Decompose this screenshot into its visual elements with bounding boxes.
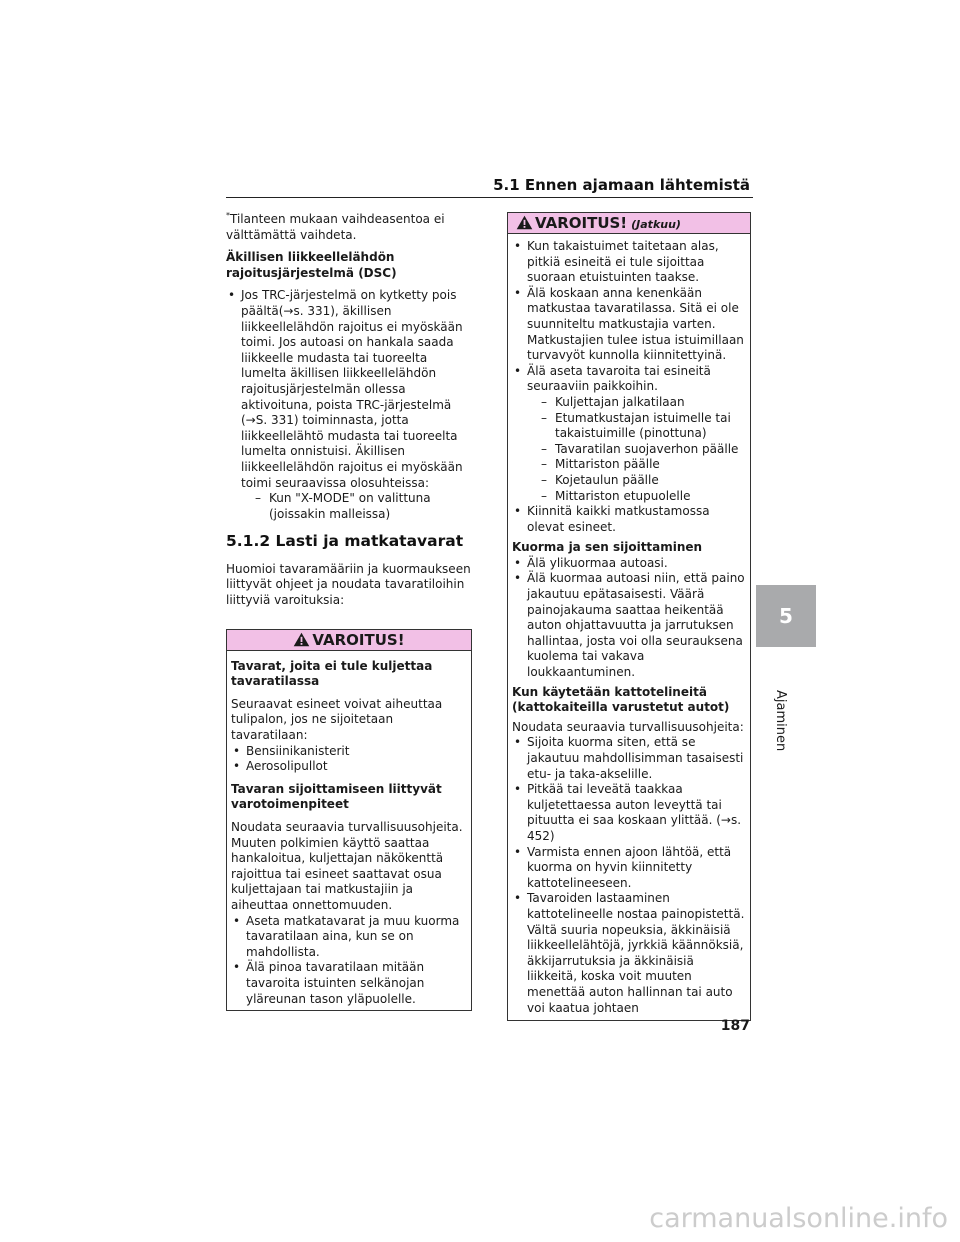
warning-header-continued [508,213,750,234]
warning-text-2: Noudata seuraavia turvallisuusohjeita. Muuten polkimien käyttö saattaa hankaloitua, kuljettajan näkökenttä rajoittua tai esineet saattavat osua kuljettajaan tai matkustajiin ja aiheuttaa onnettomuuden. [231,820,463,912]
placement-dash-list [527,395,746,504]
page-header-title: 5.1 Ennen ajamaan lähtemistä [493,176,750,194]
list-item [512,364,746,504]
dsc-bullet-text: Jos TRC-järjestelmä on kytketty pois päältä(→s. 331), äkillisen liikkeellelähdön rajoitus ei myöskään toimi. Jos autoasi on hankala saada liikkeelle mudasta tai tuoreelta lumelta äkillisen liikkeellelähdön rajoitusjärjestelmän ollessa aktivoituna, poista TRC-järjestelmä (→S. 331) toiminnasta, jotta liikkeellelähtö mudasta tai tuoreelta lumelta onnistuisi. Äkillisen liikkeellelähdön rajoitus ei myöskään toimi seuraavissa olosuhteissa: [241,288,463,490]
list-item-text: Älä aseta tavaroita tai esineitä seuraaviin paikkoihin. [527,363,711,394]
warning-box-continued [507,212,751,1021]
list-item: • Tavaroiden lastaaminen kattotelineelle nostaa painopistettä. Vältä suuria nopeuksia, äkkinäisiä liikkeellelähtöjä, jyrkkiä käännöksiä, äkkijarrutuksia ja äkkinäisiä liikkeitä, koska voit muuten menettää auton hallinnan tai auto voi kaatua johtaen [512,891,746,1016]
list-item: • Älä pinoa tavaratilaan mitään tavaroita istuinten selkänojan yläreunan tason yläpuolelle. [231,960,467,1007]
list-item: • Varmista ennen ajoon lähtöä, että kuorma on hyvin kiinnitetty kattotelineeseen. [512,845,746,892]
dash-item: – Tavaratilan suojaverhon päälle [527,442,746,458]
section-intro: Huomioi tavaramääriin ja kuormaukseen liittyvät ohjeet ja noudata tavaratiloihin liittyviä varoituksia: [226,561,471,608]
chapter-tab-label: Ajaminen [773,690,788,752]
warning-list-a [512,239,746,535]
list-item: • Kun takaistuimet taitetaan alas, pitkiä esineitä ei tule sijoittaa suoraan etuistuinten taakse. [512,239,746,286]
warning-subheading-2: Tavaran sijoittamiseen liittyvät varotoimenpiteet [231,781,442,812]
warning-list-2 [231,914,467,1008]
warning-triangle-icon [293,632,310,652]
page-number: 187 [720,1018,750,1034]
list-item: • Pitkää tai leveätä taakkaa kuljetettaessa auton leveyttä tai pituutta ei saa koskaan ylittää. (→s. 452) [512,782,746,844]
roof-list [512,735,746,1016]
right-column [507,212,751,1021]
warning-subheading-1: Tavarat, joita ei tule kuljettaa tavaratilassa [231,658,433,689]
left-column [226,212,472,1011]
dsc-heading: Äkillisen liikkeellelähdön rajoitusjärjestelmä (DSC) [226,250,397,280]
footnote-text: Tilanteen mukaan vaihdeasentoa ei välttämättä vaihdeta. [226,212,445,242]
warning-body [227,651,471,1010]
dash-item: – Mittariston etupuolelle [527,489,746,505]
header-divider [226,197,753,198]
list-item: • Kiinnitä kaikki matkustamossa olevat esineet. [512,504,746,535]
list-item: • Älä ylikuormaa autoasi. [512,556,746,572]
list-item: • Aerosolipullot [231,759,467,775]
dsc-dash-list [241,491,472,522]
warning-box [226,629,472,1011]
dash-item: – Etumatkustajan istuimelle tai takaistuimille (pinottuna) [527,411,746,442]
warning-body-continued [508,234,750,1020]
list-item: • Bensiinikanisterit [231,744,467,760]
section-title: 5.1.2 Lasti ja matkatavarat [226,532,464,551]
footnote-mark: * [226,211,230,220]
dash-item: – Mittariston päälle [527,457,746,473]
chapter-tab: 5 [756,585,816,647]
list-item: • Aseta matkatavarat ja muu kuorma tavaratilaan aina, kun se on mahdollista. [231,914,467,961]
dash-item: – Kojetaulun päälle [527,473,746,489]
warning-text-1: Seuraavat esineet voivat aiheuttaa tulipalon, jos ne sijoitetaan tavaratilaan: [231,696,443,743]
load-list [512,556,746,681]
list-item: • Älä kuormaa autoasi niin, että paino jakautuu epätasaisesti. Väärä painojakauma saattaa heikentää auton ohjattavuutta ja jarrutuksen hallintaa, josta voi olla seurauksena kuolema tai vakava loukkaantuminen. [512,571,746,680]
load-heading: Kuorma ja sen sijoittaminen [512,540,703,555]
warning-triangle-icon [516,215,533,235]
footnote [226,212,472,243]
roof-text: Noudata seuraavia turvallisuusohjeita: [512,719,744,734]
warning-title: VAROITUS! [535,214,628,232]
warning-header [227,630,471,651]
watermark: carmanualsonline.info [649,1203,948,1234]
roof-heading: Kun käytetään kattotelineitä (kattokaiteilla varustetut autot) [512,684,730,715]
warning-list-1 [231,744,467,775]
dash-item: – Kuljettajan jalkatilaan [527,395,746,411]
dsc-dash-item: – Kun "X-MODE" on valittuna (joissakin malleissa) [241,491,472,522]
dsc-bullet [226,288,472,522]
warning-title: VAROITUS! [312,630,405,649]
continued-label: (Jatkuu) [631,218,681,231]
list-item: • Älä koskaan anna kenenkään matkustaa tavaratilassa. Sitä ei ole suunniteltu matkustajia varten. Matkustajien tulee istua istuimillaan turvavyöt kunnolla kiinnitettyinä. [512,286,746,364]
dsc-list [226,288,472,522]
list-item: • Sijoita kuorma siten, että se jakautuu mahdollisimman tasaisesti etu- ja taka-akselille. [512,735,746,782]
